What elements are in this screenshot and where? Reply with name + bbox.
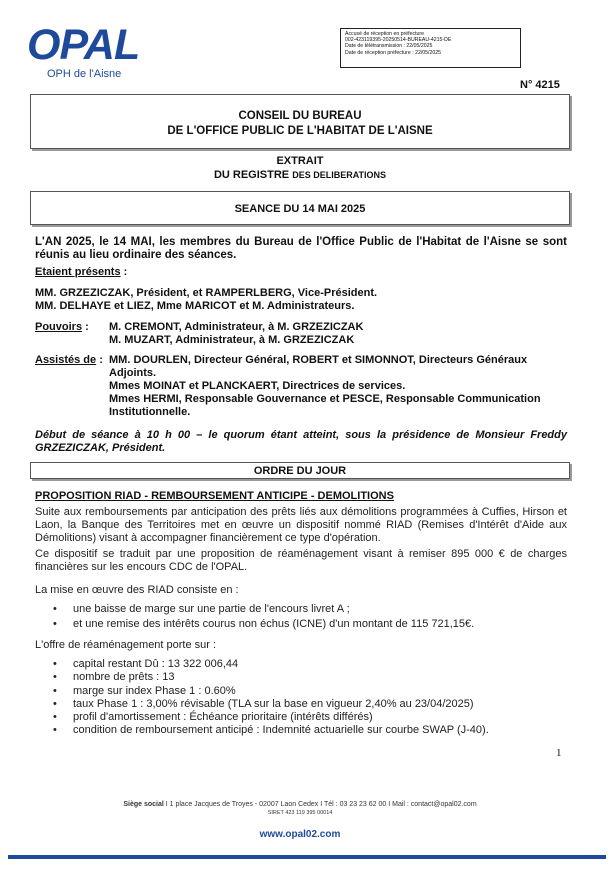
- office-title: DE L'OFFICE PUBLIC DE L'HABITAT DE L'AISNE: [167, 125, 433, 137]
- paragraph-proposal: Ce dispositif se traduit par une proposition de réaménagement visant à remiser 895 000 € de charges financières sur les encours CDC de l'OPAL.: [35, 548, 567, 573]
- page-number: 1: [556, 747, 562, 759]
- presents-line-1: MM. GRZEZICZAK, Président, et RAMPERLBERG, Vice-Président.: [35, 287, 378, 299]
- siret: SIRET 423 119 395 00014: [267, 810, 333, 816]
- stamp-line: Date de réception préfecture : 22/05/2025: [345, 49, 442, 56]
- pouvoirs-line-1: M. CREMONT, Administrateur, à M. GRZEZICZAK: [109, 321, 364, 333]
- list-item: • nombre de prêts : 13: [35, 671, 567, 684]
- siege-label: Siège social: [123, 801, 164, 808]
- registre-small: DES DELIBERATIONS: [292, 170, 387, 180]
- assistes-label: Assistés de :: [35, 354, 103, 366]
- logo-subtitle: OPH de l'Aisne: [47, 68, 122, 80]
- riad-list: [35, 603, 567, 631]
- assistes-line-2: Mmes MOINAT et PLANCKAERT, Directrices de services.: [109, 380, 406, 392]
- footer-line: [0, 800, 600, 809]
- decision-number: N° 4215: [520, 79, 560, 91]
- presents-line-2: MM. DELHAYE et LIEZ, Mme MARICOT et M. Administrateurs.: [35, 300, 355, 312]
- list-item: • capital restant Dû : 13 322 006,44: [35, 658, 567, 671]
- logo-wordmark: OPAL: [27, 21, 140, 69]
- ordre-du-jour: ORDRE DU JOUR: [30, 462, 570, 479]
- council-header: [30, 94, 570, 149]
- registre-main: DU REGISTRE: [213, 169, 290, 181]
- stamp-line: Accusé de réception en préfecture: [345, 31, 425, 37]
- stamp-line: Date de télétransmission : 22/05/2025: [345, 43, 433, 50]
- extrait-title: EXTRAIT: [276, 155, 324, 167]
- list-item: • et une remise des intérêts courus non échus (ICNE) d'un montant de 115 721,15€.: [35, 618, 567, 631]
- list-item: • profil d'amortissement : Échéance prioritaire (intérêts différés): [35, 711, 567, 724]
- offre-intro: L'offre de réaménagement porte sur :: [35, 639, 217, 651]
- footer-address: [0, 800, 600, 818]
- list-item: • condition de remboursement anticipé : Indemnité actuarielle sur courbe SWAP (J-40).: [35, 724, 567, 737]
- list-item: • une baisse de marge sur une partie de l'encours livret A ;: [35, 603, 567, 616]
- assistes-line-1: MM. DOURLEN, Directeur Général, ROBERT et SIMONNOT, Directeurs Généraux Adjoints.: [109, 354, 528, 379]
- extrait-heading: [30, 154, 570, 182]
- pouvoirs-label: Pouvoirs :: [35, 321, 89, 333]
- opal-logo: [27, 21, 147, 84]
- footer-bar: [8, 855, 606, 859]
- stamp-line: 002-423119395-20250514-BUREAU-4215-DE: [345, 37, 452, 44]
- proposition-title: PROPOSITION RIAD - REMBOURSEMENT ANTICIPE - DEMOLITIONS: [35, 490, 394, 502]
- paragraph-context: Suite aux remboursements par anticipation des prêts liés aux démolitions programmées à Cuffies, Hirson et Laon, la Banque des Territoires met en œuvre un dispositif nommé RIAD (Remises d'Intérêt d'Aide aux Démolitions) visant à accompagner financièrement ce type d'opération.: [35, 506, 567, 544]
- intro-paragraph: L'AN 2025, le 14 MAI, les membres du Bureau de l'Office Public de l'Habitat de l'Aisne se sont réunis au lieu ordinaire des séances.: [35, 236, 567, 261]
- siege-text: I 1 place Jacques de Troyes - 02007 Laon Cedex I Tél : 03 23 23 62 00 I Mail : contact@opal02.com: [163, 801, 477, 808]
- prefecture-stamp: [340, 28, 521, 68]
- website-link[interactable]: www.opal02.com: [259, 829, 341, 840]
- list-item: • marge sur index Phase 1 : 0.60%: [35, 685, 567, 698]
- council-title: CONSEIL DU BUREAU: [238, 110, 362, 122]
- riad-intro: La mise en œuvre des RIAD consiste en :: [35, 584, 239, 596]
- assistes-line-3: Mmes HERMI, Responsable Gouvernance et PESCE, Responsable Communication Institutionnelle.: [109, 393, 541, 418]
- presents-label: Etaient présents :: [35, 266, 128, 278]
- offre-list: [35, 658, 567, 738]
- pouvoirs-line-2: M. MUZART, Administrateur, à M. GRZEZICZAK: [109, 334, 355, 346]
- debut-seance: Début de séance à 10 h 00 – le quorum étant atteint, sous la présidence de Monsieur Freddy GRZEZICZAK, Président.: [35, 429, 567, 454]
- registre-line: [30, 168, 570, 182]
- seance-date: SEANCE DU 14 MAI 2025: [30, 191, 570, 225]
- list-item: • taux Phase 1 : 3,00% révisable (TLA sur la base en vigueur 2,40% au 23/04/2025): [35, 698, 567, 711]
